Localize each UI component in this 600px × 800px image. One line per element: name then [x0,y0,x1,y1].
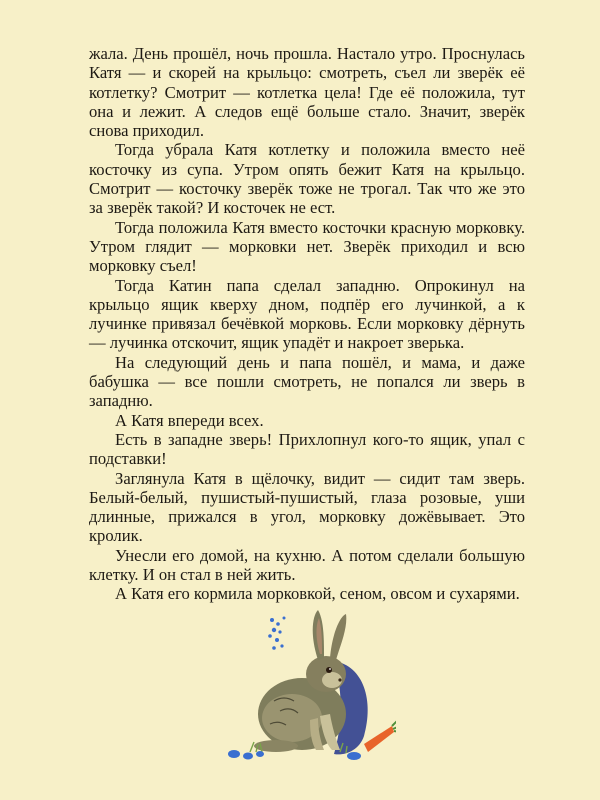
paragraph: Тогда положила Катя вместо косточки красную морковку. Утром глядит — морковки нет. Зверёк приходил и всю морковку съел! [89,217,525,276]
paragraph: А Катя впереди всех. [115,410,264,430]
carrot [364,720,396,752]
paragraph: Есть в западне зверь! Прихлопнул кого-то ящик, упал с подставки! [89,429,525,469]
story-text [89,44,525,604]
paragraph: жала. День прошёл, ночь прошла. Настало утро. Проснулась Катя — и скорей на крыльцо: смотреть, съел ли зверёк её котлетку? Смотрит — котлетка цела! Где её положила, тут она и лежит. А следов ещё больше стало. Значит, зверёк снова приходил. [89,44,525,141]
snow-dots [268,617,285,650]
paragraph: А Катя его кормила морковкой, сеном, овсом и сухарями. [115,584,520,604]
rabbit [254,610,346,752]
paragraph: Унесли его домой, на кухню. А потом сделали большую клетку. И он стал в ней жить. [89,545,525,585]
paragraph: Тогда Катин папа сделал западню. Опрокинул на крыльцо ящик кверху дном, подпёр его лучинкой, а к лучинке привязал бечёвкой морковь. Если морковку дёрнуть — лучинка отскочит, ящик упадёт и накроет зверька. [89,275,525,353]
paragraph: Тогда убрала Катя котлетку и положила вместо неё косточку из супа. Утром опять бежит Катя на крыльцо. Смотрит — косточку зверёк тоже не трогал. Так что же это за зверёк такой? И косточек не ест. [89,140,525,218]
paragraph: Заглянула Катя в щёлочку, видит — сидит там зверь. Белый-белый, пушистый-пушистый, глаза розовые, уши длинные, прижался в угол, морковку дожёвывает. Это кролик. [89,468,525,546]
paragraph: На следующий день и папа пошёл, и мама, и даже бабушка — все пошли смотреть, не попался ли зверь в западню. [89,352,525,411]
rabbit-illustration [214,606,396,766]
